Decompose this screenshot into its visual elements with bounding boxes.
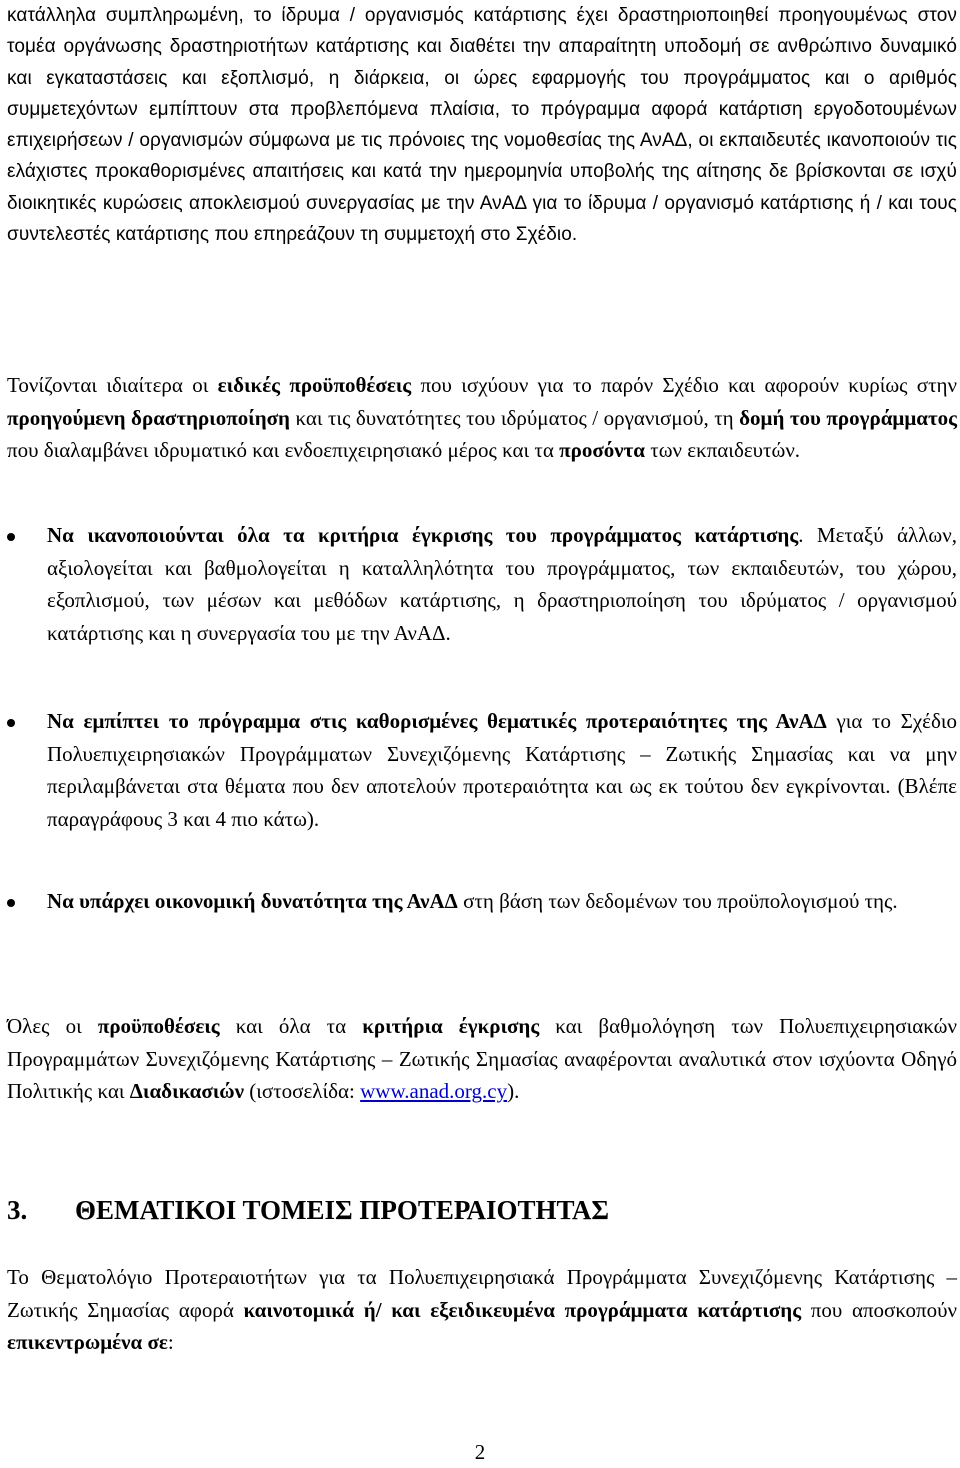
bullet-text xyxy=(47,705,957,835)
text-run: των εκπαιδευτών. xyxy=(645,438,801,463)
text-run: (ιστοσελίδα: xyxy=(244,1079,361,1104)
bullet-text xyxy=(47,519,957,649)
bullet-bold-lead: Να εμπίπτει το πρόγραμμα στις καθορισμένες θεματικές προτεραιότητες της ΑνΑΔ xyxy=(47,709,827,733)
section-number: 3. xyxy=(7,1195,28,1225)
bullet-icon xyxy=(7,533,15,541)
paragraph-thematic-list-intro xyxy=(7,1261,957,1359)
bold-qualifications: προσόντα xyxy=(559,438,646,463)
bold-special-conditions: ειδικές προϋποθέσεις xyxy=(217,373,412,397)
paragraph-special-conditions xyxy=(7,369,957,467)
section-heading xyxy=(7,1192,957,1228)
text-run: που διαλαμβάνει ιδρυματικό και ενδοεπιχειρησιακό μέρος και τα xyxy=(7,438,560,463)
text-run: και τις δυνατότητες του ιδρύματος / οργανισμού, τη xyxy=(289,405,740,430)
text-run: . Μεταξύ άλλων, αξιολογείται και βαθμολογείται η καταλληλότητα του προγράμματος, των εκπαιδευτών, του χώρου, εξοπλισμού, των μέσων και μεθόδων κατάρτισης, η δραστηριοποίηση του ιδρύματος / οργανισμού κατάρτισης και η συνεργασία του με την ΑνΑΔ. xyxy=(47,523,957,645)
text-run: Τονίζονται ιδιαίτερα οι xyxy=(7,373,218,397)
bold-programme-structure: δομή του προγράμματος xyxy=(739,405,957,430)
page-number: 2 xyxy=(474,1440,486,1464)
bold-previous-activity: προηγούμενη δραστηριοποίηση xyxy=(7,405,290,430)
paragraph-policy-guide xyxy=(7,1010,957,1108)
bullet-bold-lead: Να υπάρχει οικονομική δυνατότητα της ΑνΑΔ xyxy=(47,889,458,913)
bold-procedures: Διαδικασιών xyxy=(129,1079,245,1104)
text-run: για το Σχέδιο Πολυεπιχειρησιακών Προγράμματων Συνεχιζόμενης Κατάρτισης – Ζωτικής Σημασίας και να μην περιλαμβάνεται στα θέματα που δεν αποτελούν προτεραιότητα και ως εκ τούτου δεν εγκρίνονται. (Βλέπε παραγράφους 3 και 4 πιο κάτω). xyxy=(47,709,958,831)
text-run: Το Θεματολόγιο Προτεραιοτήτων για τα Πολυεπιχειρησιακά Προγράμματα Συνεχιζόμενης Κατάρτισης – Ζωτικής Σημασίας αφορά xyxy=(7,1265,957,1322)
text-run: που αποσκοπούν xyxy=(801,1297,957,1322)
text-run: Όλες οι xyxy=(7,1014,98,1038)
bullet-bold-lead: Να ικανοποιούνται όλα τα κριτήρια έγκρισης του προγράμματος κατάρτισης xyxy=(47,523,799,547)
section-title: ΘΕΜΑΤΙΚΟΙ ΤΟΜΕΙΣ ΠΡΟΤΕΡΑΙΟΤΗΤΑΣ xyxy=(75,1195,610,1225)
text-run: και όλα τα xyxy=(219,1014,363,1038)
bold-innovative-programmes: καινοτομικά ή/ και εξειδικευμένα προγράμματα κατάρτισης xyxy=(243,1297,802,1322)
bullet-icon xyxy=(7,899,15,907)
bold-approval-criteria: κριτήρια έγκρισης xyxy=(362,1014,540,1038)
bullet-icon xyxy=(7,719,15,727)
paragraph-eligibility-conditions: κατάλληλα συμπληρωμένη, το ίδρυμα / οργανισμός κατάρτισης έχει δραστηριοποιηθεί προηγουμένως στον τομέα οργάνωσης δραστηριοτήτων κατάρτισης και διαθέτει την απαραίτητη υποδομή σε ανθρώπινο δυναμικό και εγκαταστάσεις και εξοπλισμό, η διάρκεια, οι ώρες εφαρμογής του προγράμματος και ο αριθμός συμμετεχόντων εμπίπτουν στα προβλεπόμενα πλαίσια, το πρόγραμμα αφορά κατάρτιση εργοδοτουμένων επιχειρήσεων / οργανισμών σύμφωνα με τις πρόνοιες της νομοθεσίας της ΑνΑΔ, οι εκπαιδευτές ικανοποιούν τις ελάχιστες προκαθορισμένες απαιτήσεις και κατά την ημερομηνία υποβολής της αίτησης δε βρίσκονται σε ισχύ διοικητικές κυρώσεις αποκλεισμού συνεργασίας με την ΑνΑΔ για το ίδρυμα / οργανισμό κατάρτισης ή / και τους συντελεστές κατάρτισης που επηρεάζουν τη συμμετοχή στο Σχέδιο. xyxy=(7,5,957,246)
text-run: και βαθμολόγηση των Πολυεπιχειρησιακών Προγραμμάτων Συνεχιζόμενης Κατάρτισης – Ζωτικής Σημασίας αναφέρονται αναλυτικά στον ισχύοντα Οδηγό Πολιτικής και xyxy=(7,1014,957,1104)
website-link[interactable]: www.anad.org.cy xyxy=(360,1079,508,1104)
text-run: ). xyxy=(507,1079,520,1104)
text-run: που ισχύουν για το παρόν Σχέδιο και αφορούν κυρίως στην xyxy=(411,373,958,397)
bold-focused-on: επικεντρωμένα σε xyxy=(7,1330,168,1355)
text-run: : xyxy=(167,1330,174,1355)
text-run: στη βάση των δεδομένων του προϋπολογισμού της. xyxy=(457,889,898,913)
bold-conditions: προϋποθέσεις xyxy=(97,1014,220,1038)
bullet-text xyxy=(47,885,957,918)
